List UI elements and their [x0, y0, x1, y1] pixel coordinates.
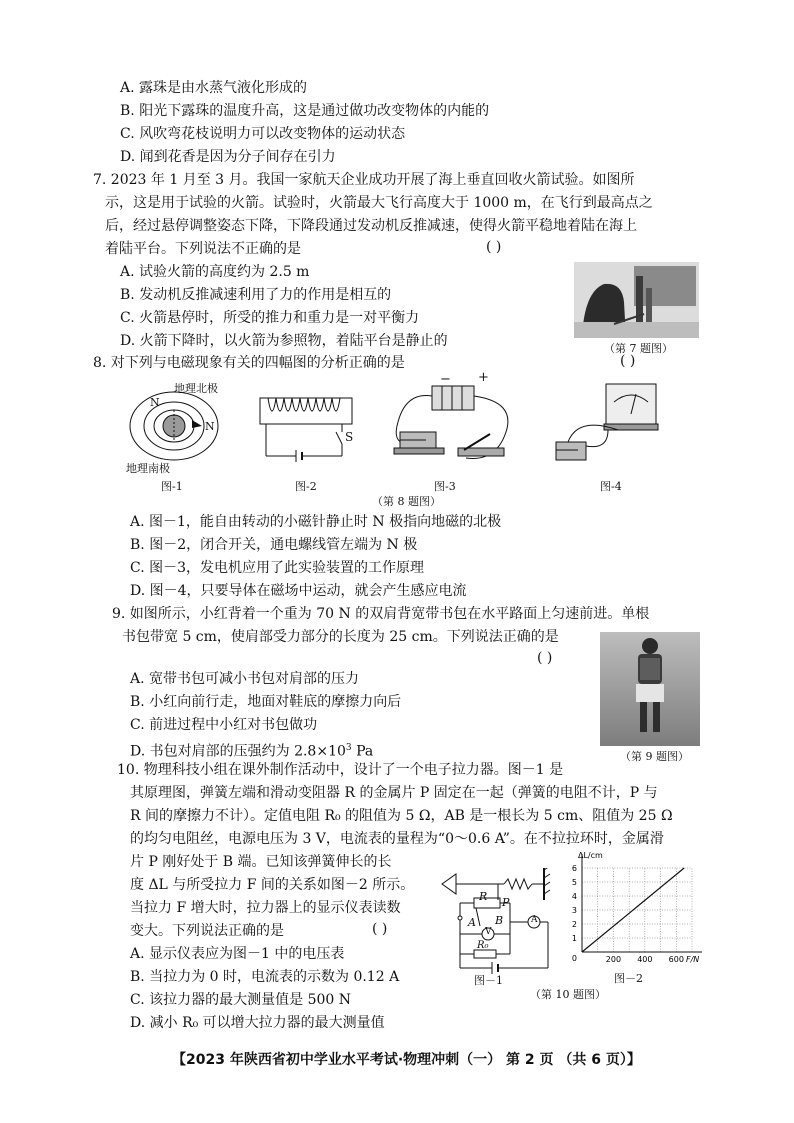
q10-circuit-r0-label: R₀ [477, 940, 489, 951]
q8-answer-blank: ( ) [620, 353, 636, 369]
q10-stem-line4: 的均匀电阻丝，电源电压为 3 V，电流表的量程为“0～0.6 A”。在不拉拉环时，金属滑 [130, 831, 664, 847]
q9-answer-blank: ( ) [537, 650, 553, 666]
q8-figure-3-apparatus [386, 372, 521, 474]
q8-fig1-n-label: N [150, 396, 160, 409]
q7-caption: （第 7 题图） [604, 342, 673, 355]
q9-caption: （第 9 题图） [620, 750, 689, 763]
q8-fig3-caption: 图-3 [434, 480, 456, 493]
q10-fig1-caption: 图－1 [474, 974, 503, 987]
q8-option-a: A. 图－1，能自由转动的小磁针静止时 N 极指向地磁的北极 [130, 514, 502, 530]
q10-option-b: B. 当拉力为 0 时，电流表的示数为 0.12 A [130, 969, 400, 985]
q8-stem: 8. 对下列与电磁现象有关的四幅图的分析正确的是 [93, 355, 405, 371]
q9-stem-line1: 9. 如图所示，小红背着一个重为 70 N 的双肩背宽带书包在水平路面上匀速前进。单根 [112, 606, 650, 622]
q8-fig2-caption: 图-2 [295, 480, 317, 493]
q10-stem-line6: 度 ΔL 与所受拉力 F 间的关系如图－2 所示。 [130, 877, 415, 893]
q8-option-c: C. 图－3，发电机应用了此实验装置的工作原理 [130, 560, 425, 576]
q7-option-a: A. 试验火箭的高度约为 2.5 m [120, 264, 310, 280]
q9-option-d-exponent: 3 [345, 743, 352, 753]
q10-stem-line3: R 间的摩擦力不计）。定值电阻 R₀ 的阻值为 5 Ω，AB 是一根长为 5 cm、阻值为 25 Ω [130, 808, 673, 824]
graph-y-tick-label: 4 [571, 892, 577, 901]
q10-figure-1-circuit [440, 868, 568, 980]
q10-fig2-caption: 图－2 [614, 972, 643, 985]
q10-option-d: D. 减小 R₀ 可以增大拉力器的最大测量值 [130, 1015, 385, 1031]
q9-option-b: B. 小红向前行走，地面对鞋底的摩擦力向后 [130, 694, 402, 710]
graph-y-tick-label: 5 [571, 878, 577, 887]
graph-x-tick-label: 200 [605, 955, 622, 964]
graph-y-tick-label: 2 [571, 920, 577, 929]
q10-circuit-b-label: B [495, 914, 504, 927]
q8-fig1-n-needle-label: N [205, 420, 215, 433]
q8-fig4-caption: 图-4 [600, 480, 622, 493]
q7-option-b: B. 发动机反推减速利用了力的作用是相互的 [120, 287, 392, 303]
q7-answer-blank: ( ) [486, 239, 502, 255]
q7-stem-line4: 着陆平台。下列说法不正确的是 [105, 241, 301, 257]
q8-geo-south-label: 地理南极 [126, 462, 170, 475]
q9-option-d-text: D. 书包对肩部的压强约为 2.8×10 [130, 743, 346, 760]
q8-geo-north-label: 地理北极 [174, 382, 218, 395]
q10-caption: （第 10 题图） [530, 988, 606, 1001]
q6-option-d: D. 闻到花香是因为分子间存在引力 [120, 149, 336, 165]
graph-y-tick-label: 6 [571, 864, 577, 873]
q6-option-c: C. 风吹弯花枝说明力可以改变物体的运动状态 [120, 126, 406, 142]
q7-stem-line1: 7. 2023 年 1 月至 3 月。我国一家航天企业成功开展了海上垂直回收火箭试验。如图所 [93, 172, 635, 188]
q10-option-a: A. 显示仪表应为图－1 中的电压表 [130, 946, 345, 962]
page-footer: 【2023 年陕西省初中学业水平考试·物理冲刺（一） 第 2 页 （共 6 页）】 [172, 1052, 641, 1068]
q7-option-d: D. 火箭下降时，以火箭为参照物，着陆平台是静止的 [120, 333, 448, 349]
q7-stem-line2: 示，这是用于试验的火箭。试验时，火箭最大飞行高度大于 1000 m，在飞行到最高点之 [105, 195, 653, 211]
q7-stem-line3: 后，经过悬停调整姿态下降，下降段通过发动机反推减速，使得火箭平稳地着陆在海上 [105, 218, 637, 234]
q9-option-a: A. 宽带书包可减小书包对肩部的压力 [130, 671, 360, 687]
q10-voltmeter-label: V [485, 927, 492, 937]
q8-option-d: D. 图－4，只要导体在磁场中运动，就会产生感应电流 [130, 583, 467, 599]
q8-fig3-plus-label: + [478, 370, 489, 385]
q9-schoolbag-photo [600, 632, 700, 746]
q7-rocket-photo [574, 262, 699, 338]
q6-option-b: B. 阳光下露珠的温度升高，这是通过做功改变物体的内能的 [120, 103, 490, 119]
q8-fig1-caption: 图-1 [161, 480, 183, 493]
q9-option-d [130, 738, 373, 762]
q10-circuit-r-label: R [479, 890, 488, 903]
q10-answer-blank: ( ) [372, 921, 388, 937]
q10-stem-line5: 片 P 刚好处于 B 端。已知该弹簧伸长的长 [130, 854, 392, 870]
q8-fig2-s-label: S [345, 430, 354, 444]
q10-stem-line1: 10. 物理科技小组在课外制作活动中，设计了一个电子拉力器。图－1 是 [117, 762, 564, 778]
q9-option-c: C. 前进过程中小红对书包做功 [130, 717, 318, 733]
q7-option-c: C. 火箭悬停时，所受的推力和重力是一对平衡力 [120, 310, 420, 326]
q10-stem-line8: 变大。下列说法正确的是 [130, 923, 284, 939]
q10-stem-line7: 当拉力 F 增大时，拉力器上的显示仪表读数 [130, 900, 401, 916]
q10-option-c: C. 该拉力器的最大测量值是 500 N [130, 992, 351, 1008]
graph-y-tick-label: 3 [571, 906, 577, 915]
q10-circuit-p-label: P [502, 896, 510, 909]
q8-option-b: B. 图－2，闭合开关，通电螺线管左端为 N 极 [130, 537, 418, 553]
q8-figure-4-galvanometer [548, 380, 668, 472]
q9-stem-line2: 书包带宽 5 cm，使肩部受力部分的长度为 25 cm。下列说法正确的是 [122, 629, 559, 645]
q10-circuit-a-label: A [468, 916, 476, 929]
graph-y-axis-label: ΔL/cm [578, 851, 603, 860]
q10-stem-line2: 其原理图，弹簧左端和滑动变阻器 R 的金属片 P 固定在一起（弹簧的电阻不计，P 与 [130, 785, 658, 801]
q10-figure-2-graph [562, 848, 712, 976]
q6-option-a: A. 露珠是由水蒸气液化形成的 [120, 80, 308, 96]
graph-origin-label: 0 [571, 954, 577, 963]
q8-fig3-minus-label: − [440, 372, 451, 387]
graph-x-tick-label: 600 [668, 955, 684, 964]
graph-y-tick-label: 1 [571, 934, 577, 943]
graph-x-tick-label: 400 [637, 955, 653, 964]
q9-option-d-unit: Pa [351, 743, 374, 760]
q10-ammeter-label: A [531, 915, 538, 925]
graph-x-axis-label: F/N [686, 955, 700, 964]
q8-caption: （第 8 题图） [372, 495, 441, 508]
